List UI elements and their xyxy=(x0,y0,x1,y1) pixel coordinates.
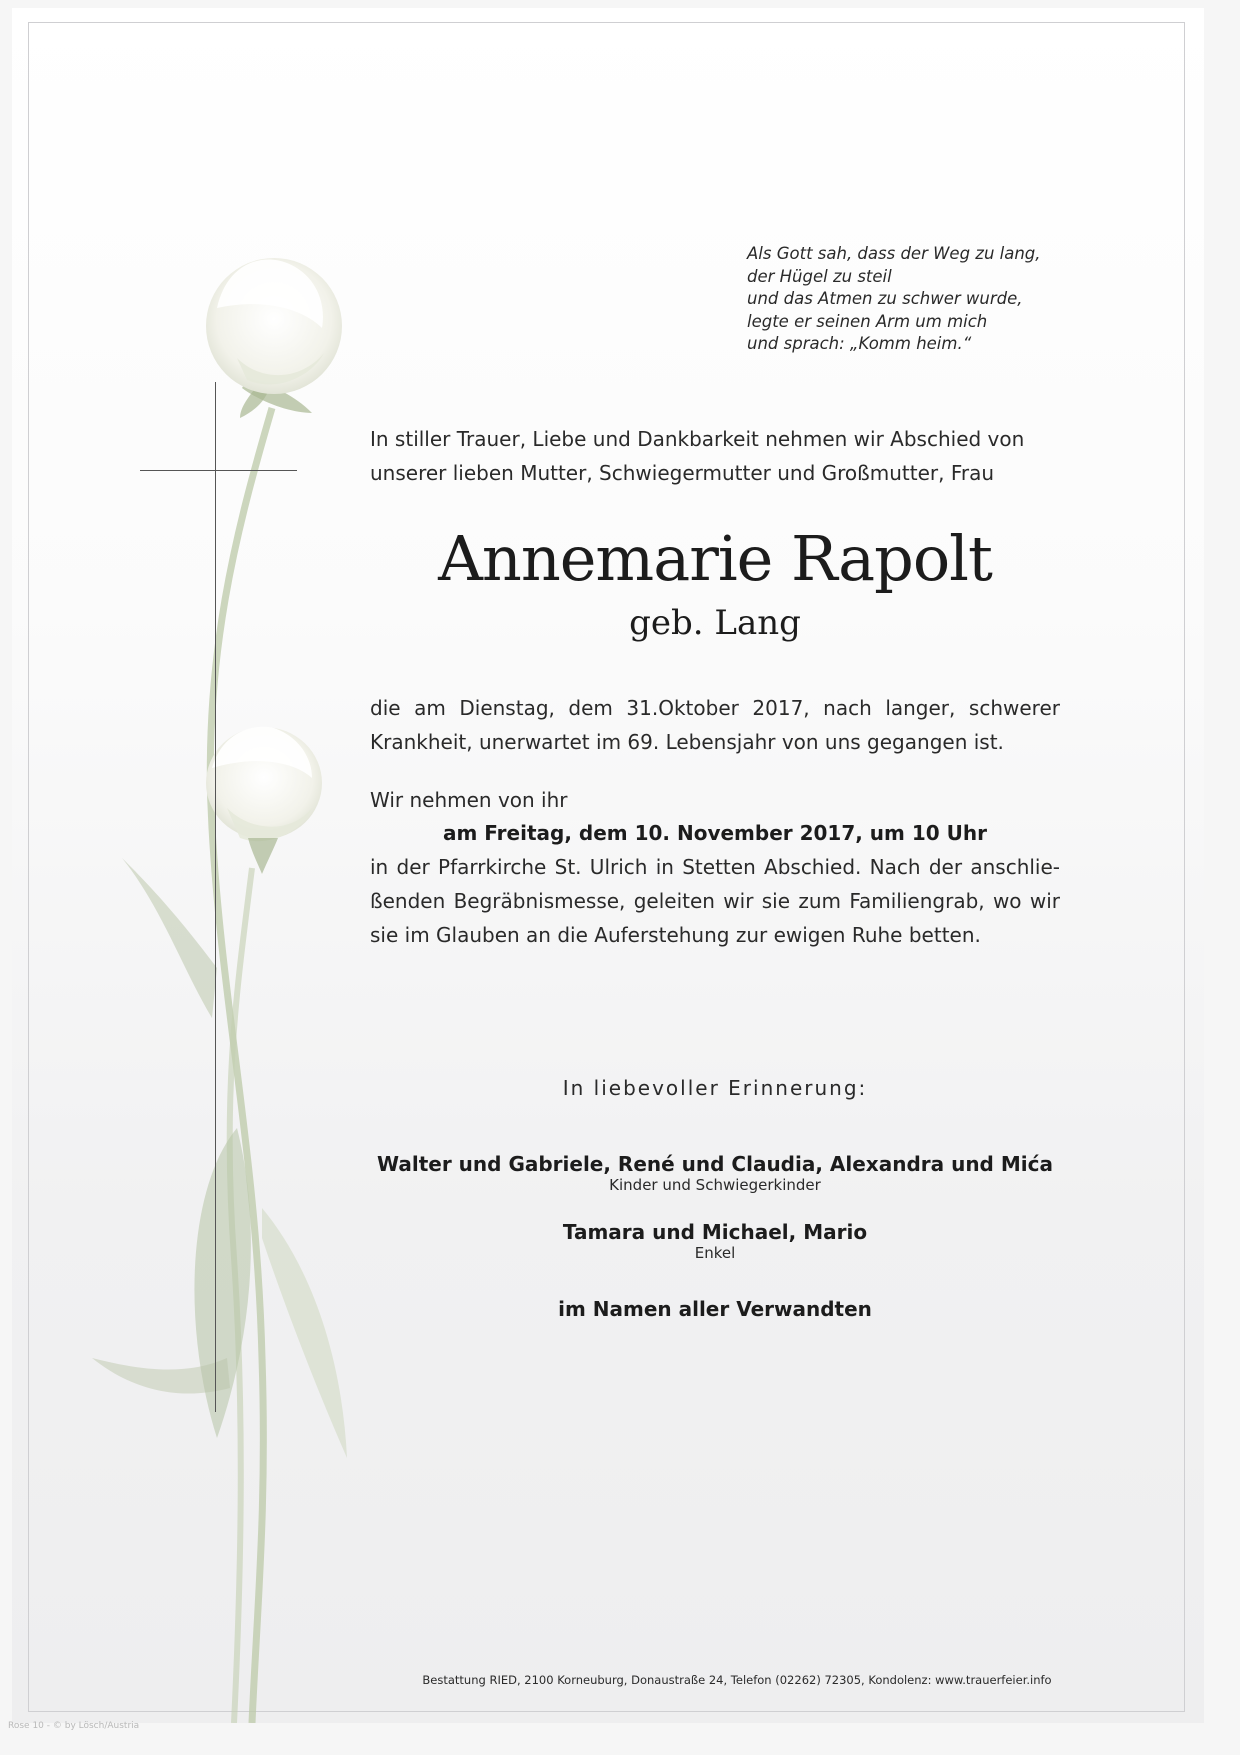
cross-vertical-bar xyxy=(215,382,216,1412)
memory-heading: In liebevoller Erinnerung: xyxy=(562,1076,868,1100)
intro-paragraph xyxy=(370,422,1060,490)
funeral-line: ßenden Begräbnismesse, geleiten wir sie zum Familiengrab, wo wir xyxy=(370,889,1060,913)
mourner-names: Tamara und Michael, Mario xyxy=(562,1220,868,1244)
motto-line: legte er seinen Arm um mich xyxy=(747,311,988,331)
mourners-grandchildren xyxy=(370,1220,1060,1262)
closing-line: im Namen aller Verwandten xyxy=(558,1297,872,1321)
funeral-lead xyxy=(370,783,1060,817)
death-notice-paragraph xyxy=(370,691,1060,759)
funeral-home-footer: Bestattung RIED, 2100 Korneuburg, Donaustraße 24, Telefon (02262) 72305, Kondolenz: www.trauerfeier.info xyxy=(422,1673,1052,1687)
death-notice-line: Krankheit, unerwartet im 69. Lebensjahr von uns gegangen ist. xyxy=(370,730,1004,754)
motto-line: und das Atmen zu schwer wurde, xyxy=(747,289,1023,308)
funeral-lead-line: Wir nehmen von ihr xyxy=(370,788,568,812)
motto-line: Als Gott sah, dass der Weg zu lang, xyxy=(747,244,1041,263)
intro-line: In stiller Trauer, Liebe und Dankbarkeit nehmen wir Abschied von xyxy=(370,427,1025,451)
mourner-names: Walter und Gabriele, René und Claudia, Alexandra und Mića xyxy=(377,1152,1053,1176)
funeral-paragraph xyxy=(370,850,1060,952)
template-credit: Rose 10 - © by Lösch/Austria xyxy=(8,1721,140,1731)
mourner-relation: Enkel xyxy=(694,1244,736,1262)
motto-line: und sprach: „Komm heim.“ xyxy=(747,334,972,353)
funeral-datetime: am Freitag, dem 10. November 2017, um 10 Uhr xyxy=(442,821,987,845)
mourner-relation: Kinder und Schwiegerkinder xyxy=(609,1176,821,1194)
death-notice-line: die am Dienstag, dem 31.Oktober 2017, nach langer, schwerer xyxy=(370,696,1060,720)
cross-horizontal-bar xyxy=(140,470,297,471)
mourners-relatives xyxy=(370,1297,1060,1321)
motto-poem xyxy=(747,243,1067,356)
intro-line: unserer lieben Mutter, Schwiegermutter und Großmutter, Frau xyxy=(370,461,995,485)
funeral-line: in der Pfarrkirche St. Ulrich in Stetten Abschied. Nach der anschlie- xyxy=(370,855,1060,879)
mourners-children xyxy=(370,1152,1060,1194)
obituary-sheet xyxy=(12,8,1204,1723)
funeral-line: sie im Glauben an die Auferstehung zur ewigen Ruhe betten. xyxy=(370,923,981,947)
deceased-name: Annemarie Rapolt xyxy=(438,522,992,595)
maiden-name: geb. Lang xyxy=(629,603,801,643)
motto-line: der Hügel zu steil xyxy=(747,266,892,286)
white-rose-illustration xyxy=(12,8,412,1723)
